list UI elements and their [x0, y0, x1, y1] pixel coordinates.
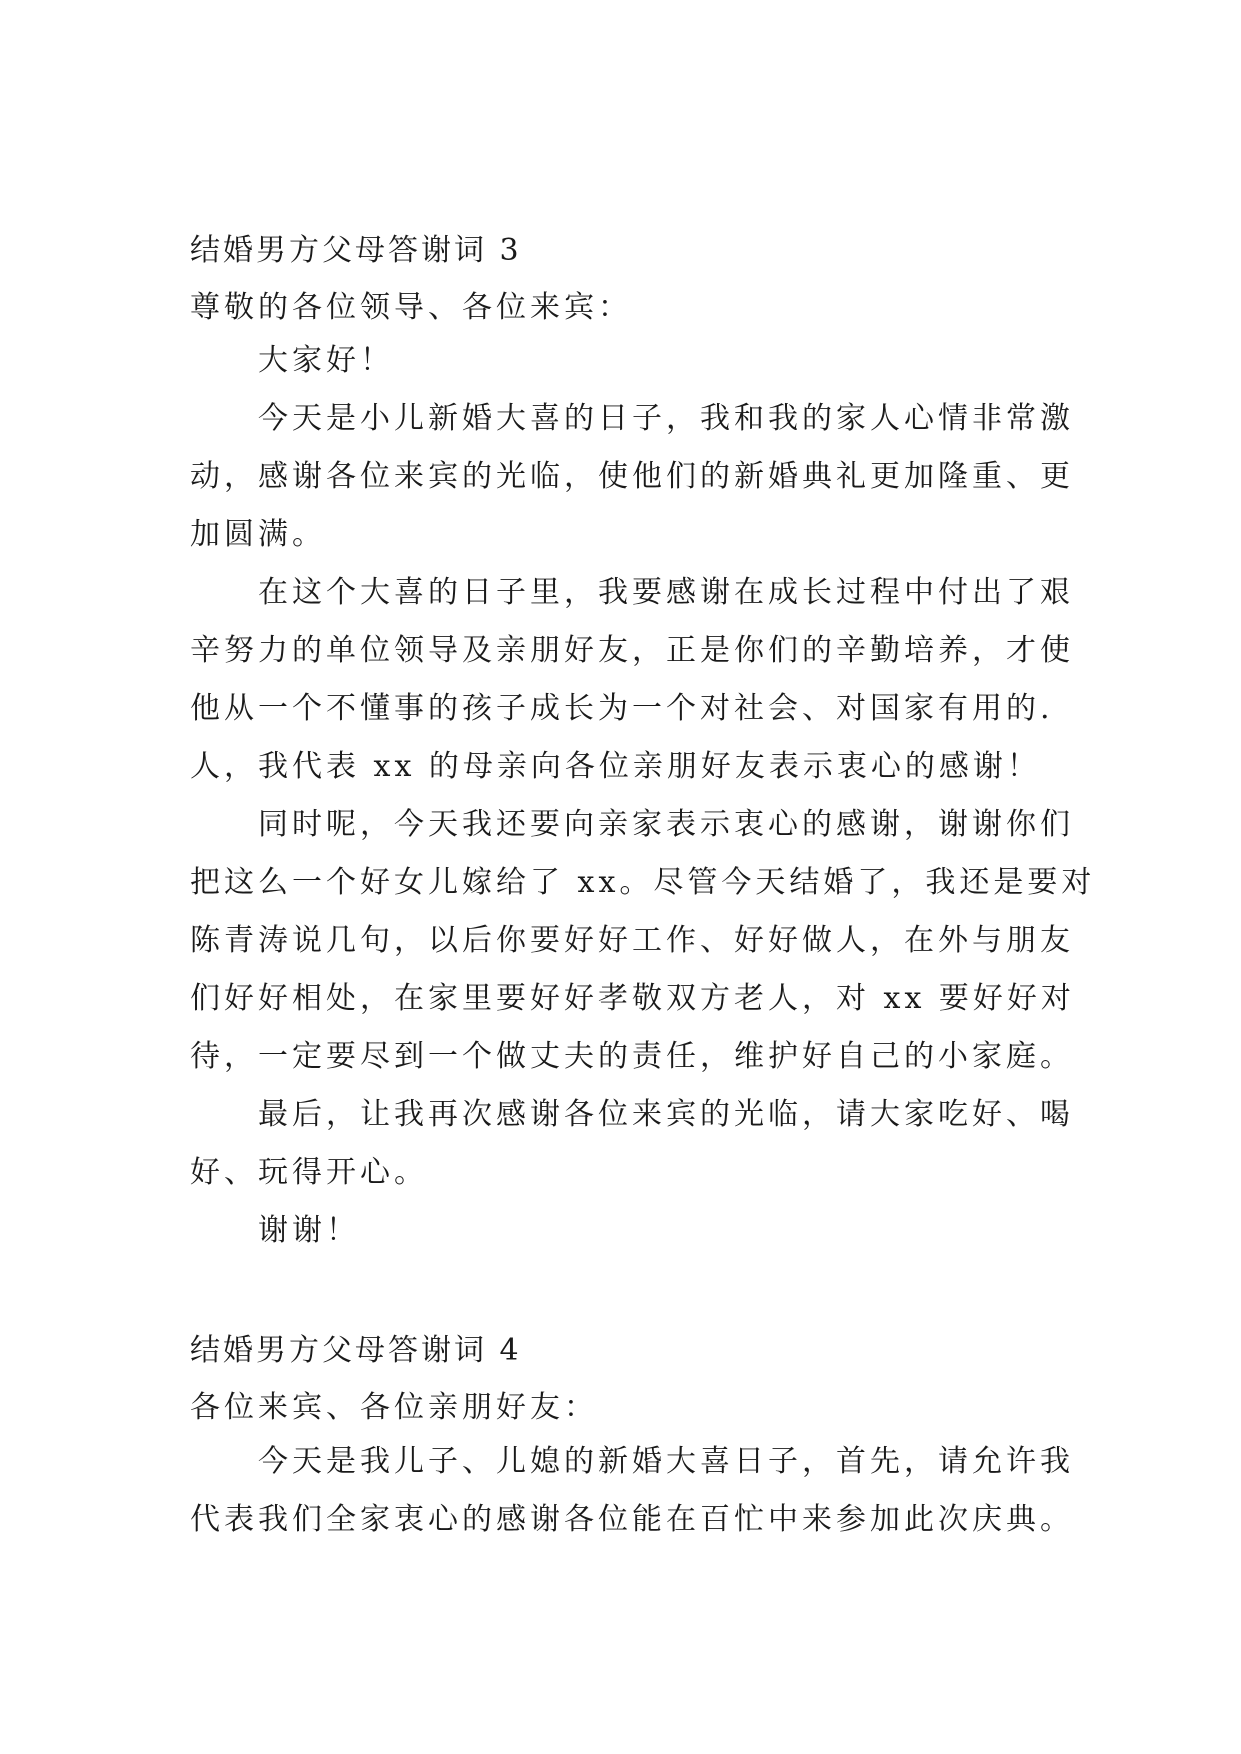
paragraph-line: 辛努力的单位领导及亲朋好友，正是你们的辛勤培养，才使 — [190, 633, 1074, 668]
paragraph-line: 把这么一个好女儿嫁给了 xx。尽管今天结婚了，我还是要对 — [190, 865, 1096, 900]
section3-body — [190, 332, 1096, 1260]
paragraph-line: 谢谢！ — [258, 1213, 360, 1248]
paragraph-line: 人，我代表 xx 的母亲向各位亲朋好友表示衷心的感谢！ — [190, 749, 1041, 784]
paragraph-line: 同时呢，今天我还要向亲家表示衷心的感谢，谢谢你们 — [258, 807, 1074, 842]
paragraph-line: 动，感谢各位来宾的光临，使他们的新婚典礼更加隆重、更 — [190, 459, 1074, 494]
paragraph-line: 陈青涛说几句，以后你要好好工作、好好做人，在外与朋友 — [190, 923, 1074, 958]
paragraph-line: 今天是小儿新婚大喜的日子，我和我的家人心情非常激 — [258, 401, 1074, 436]
paragraph-line: 待，一定要尽到一个做丈夫的责任，维护好自己的小家庭。 — [190, 1039, 1074, 1074]
section3-salutation: 尊敬的各位领导、各位来宾： — [190, 290, 632, 325]
paragraph-line: 好、玩得开心。 — [190, 1155, 428, 1190]
paragraph-line: 们好好相处，在家里要好好孝敬双方老人，对 xx 要好好对 — [190, 981, 1075, 1016]
section4-salutation: 各位来宾、各位亲朋好友： — [190, 1390, 598, 1425]
section4-title: 结婚男方父母答谢词 4 — [190, 1333, 522, 1368]
paragraph-line: 在这个大喜的日子里，我要感谢在成长过程中付出了艰 — [258, 575, 1074, 610]
paragraph-line: 代表我们全家衷心的感谢各位能在百忙中来参加此次庆典。 — [190, 1502, 1074, 1537]
paragraph-line: 加圆满。 — [190, 517, 326, 552]
paragraph-line: 最后，让我再次感谢各位来宾的光临，请大家吃好、喝 — [258, 1097, 1074, 1132]
paragraph-line: 他从一个不懂事的孩子成长为一个对社会、对国家有用的. — [190, 691, 1054, 726]
paragraph-line: 今天是我儿子、儿媳的新婚大喜日子，首先，请允许我 — [258, 1444, 1074, 1479]
paragraph-line: 大家好！ — [258, 343, 394, 378]
section4-body — [190, 1433, 1090, 1549]
section3-title: 结婚男方父母答谢词 3 — [190, 233, 522, 268]
